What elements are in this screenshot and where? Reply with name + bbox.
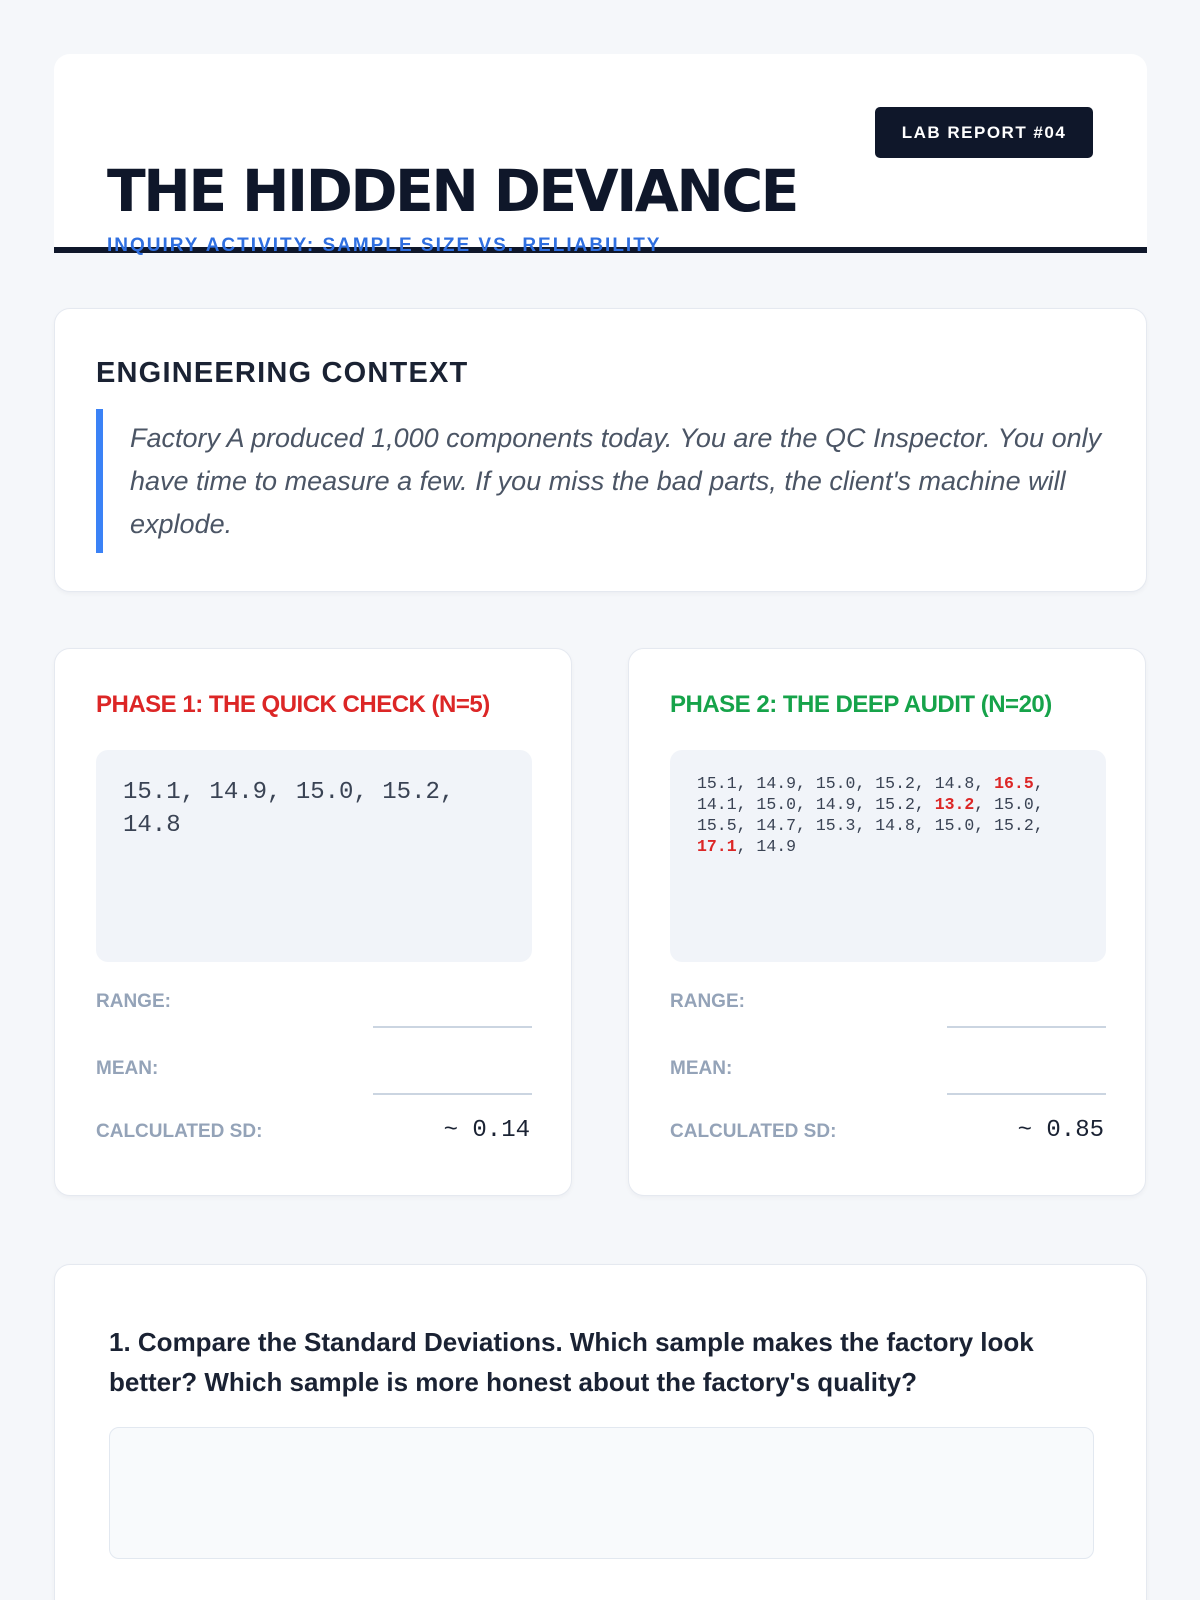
phase1-mean-input[interactable] (373, 1093, 532, 1095)
phase2-measurement-value: 14.8 (875, 816, 915, 835)
phase2-measurement-value: 14.9 (756, 837, 797, 856)
phase2-range-input[interactable] (947, 1026, 1106, 1028)
phase1-range-input[interactable] (373, 1026, 532, 1028)
phase2-measurement-value: 15.1 (697, 774, 737, 793)
phase2-measurement-value: 17.1 (697, 837, 737, 856)
phase2-title: PHASE 2: THE DEEP AUDIT (N=20) (670, 691, 1052, 718)
phase2-data-box: 15.1, 14.9, 15.0, 15.2, 14.8, 16.5, 14.1, 15.0, 14.9, 15.2, 13.2, 15.0, 15.5, 14.7, 15.3, 14.8, 15.0, 15.2, 17.1, 14.9 (670, 750, 1106, 962)
phase2-measurement-value: 14.7 (756, 816, 797, 835)
phase2-measurement-value: 15.0 (815, 774, 856, 793)
phase1-card (54, 648, 572, 1196)
context-quote: Factory A produced 1,000 components today. You are the QC Inspector. You only have time to measure a few. If you miss the bad parts, the client's machine will explode. (96, 409, 1108, 553)
phase1-sd-value: ~ 0.14 (443, 1117, 530, 1144)
question1-answer-box[interactable] (109, 1427, 1094, 1559)
lab-report-badge: LAB REPORT #04 (875, 107, 1093, 158)
phase1-measurement-value: 15.1 (123, 779, 181, 806)
page-title: THE HIDDEN DEVIANCE (107, 157, 797, 225)
phase2-measurement-value: 14.9 (815, 795, 856, 814)
phase2-measurement-value: 15.0 (994, 795, 1034, 814)
phase2-mean-input[interactable] (947, 1093, 1106, 1095)
phase1-mean-label: MEAN: (96, 1058, 159, 1079)
report-header (54, 54, 1147, 256)
phase1-title: PHASE 1: THE QUICK CHECK (N=5) (96, 691, 490, 718)
question1-text: 1. Compare the Standard Deviations. Which sample makes the factory look better? Which sample is more honest about the factory's quality? (109, 1327, 1034, 1397)
phase2-measurement-value: 15.2 (875, 795, 915, 814)
page-subtitle: INQUIRY ACTIVITY: SAMPLE SIZE VS. RELIABILITY (107, 235, 662, 256)
phase2-measurement-value: 15.0 (756, 795, 797, 814)
phase2-measurement-value: 15.5 (697, 816, 737, 835)
phase2-measurement-value: 14.8 (934, 774, 975, 793)
question1-card (54, 1264, 1147, 1600)
phase2-range-label: RANGE: (670, 991, 745, 1012)
phase1-measurement-value: 14.8 (123, 812, 181, 839)
phase2-mean-label: MEAN: (670, 1058, 733, 1079)
engineering-context-card (54, 308, 1147, 592)
phase1-measurement-value: 15.0 (295, 779, 354, 806)
phase2-sd-label: CALCULATED SD: (670, 1121, 837, 1142)
phase1-data-box: 15.1, 14.9, 15.0, 15.2, 14.8 (96, 750, 532, 962)
phase2-measurement-value: 14.1 (697, 795, 737, 814)
phase1-measurement-value: 15.2 (382, 779, 440, 806)
phase2-measurement-value: 15.2 (994, 816, 1034, 835)
context-heading: ENGINEERING CONTEXT (96, 357, 469, 389)
phase2-sd-value: ~ 0.85 (1017, 1117, 1104, 1144)
phase2-measurement-value: 16.5 (994, 774, 1034, 793)
phase2-measurement-value: 15.2 (875, 774, 915, 793)
phase2-measurement-value: 15.3 (815, 816, 856, 835)
phase2-measurement-value: 15.0 (934, 816, 975, 835)
phase1-measurement-value: 14.9 (209, 779, 268, 806)
phase2-measurement-value: 14.9 (756, 774, 797, 793)
phase1-range-label: RANGE: (96, 991, 171, 1012)
phase2-measurement-value: 13.2 (934, 795, 975, 814)
phase1-sd-label: CALCULATED SD: (96, 1121, 263, 1142)
phase2-card (628, 648, 1146, 1196)
